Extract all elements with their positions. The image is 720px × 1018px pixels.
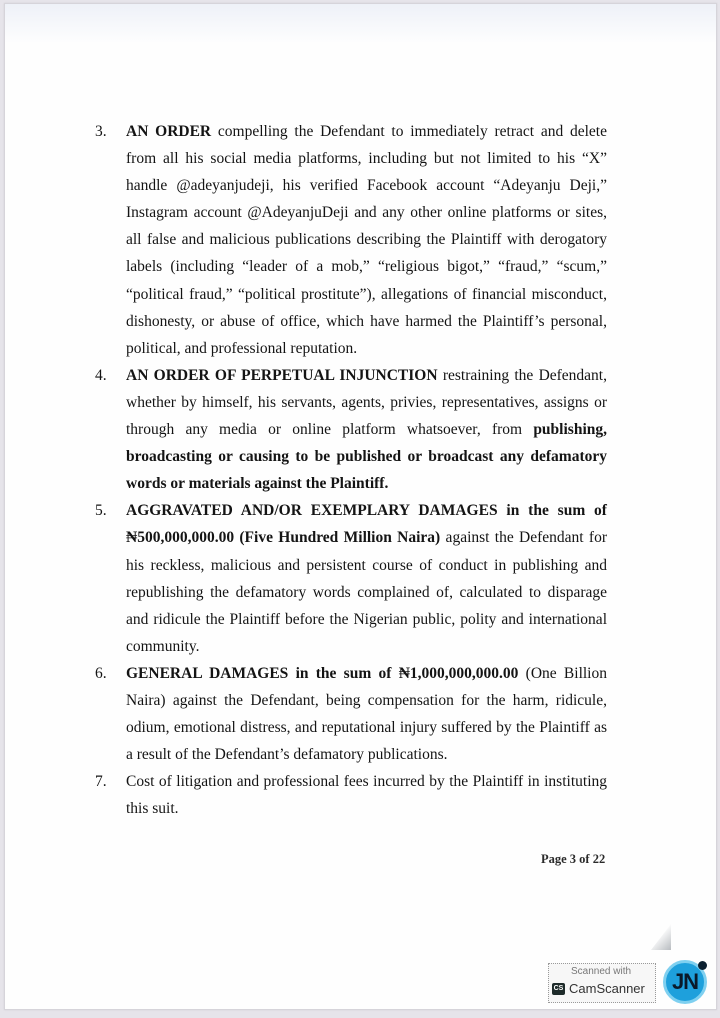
item-number: 5. (95, 502, 107, 520)
scanned-with-label: Scanned with (571, 966, 632, 977)
item-number: 7. (95, 773, 107, 791)
item-amount: ₦500,000,000.00 (Five Hundred Million Naira) (126, 529, 441, 547)
jn-badge-logo (663, 960, 707, 1004)
item-bold-lead: AN ORDER OF PERPETUAL INJUNCTION (126, 366, 438, 384)
item-text (126, 362, 607, 497)
item-number: 3. (95, 123, 107, 140)
list-item-3 (5, 118, 607, 362)
item-body-2: (One Billion Naira) against the Defendant, being compensation for the harm, ridicule, odium, emotional distress, and reputational injury suffered by the Plaintiff as a result of the Defendant’s defamatory publications. (126, 664, 607, 764)
item-body: in the sum of (288, 664, 399, 682)
globe-icon (698, 961, 707, 970)
item-bold-lead: AGGRAVATED AND/OR EXEMPLARY DAMAGES (126, 502, 498, 520)
jn-badge-text: JN (671, 969, 699, 994)
list-item-4 (5, 362, 607, 497)
camscanner-watermark (548, 963, 656, 1003)
page-number: Page 3 of 22 (541, 852, 606, 866)
item-text (126, 660, 607, 768)
camscanner-label: CamScanner (569, 981, 645, 996)
item-bold-lead: AN ORDER (126, 123, 212, 140)
list-item-6 (5, 660, 607, 768)
item-number: 4. (95, 366, 107, 384)
item-text (126, 118, 607, 362)
list-item-7 (5, 768, 607, 822)
item-number: 6. (95, 664, 107, 682)
prayers-list (5, 118, 716, 822)
list-item-5 (5, 497, 607, 660)
item-bold-tail: publishing, broadcasting or causing to be published or broadcast any defamatory words or materials against the Plaintiff. (126, 421, 607, 493)
item-text (126, 497, 607, 660)
document-page (4, 3, 717, 1010)
camscanner-logo-icon: CS (552, 983, 565, 995)
item-body: restraining the Defendant, whether by himself, his servants, agents, privies, representatives, assigns or through any media or online platform whatsoever, from (126, 366, 607, 439)
item-text: Cost of litigation and professional fees incurred by the Plaintiff in instituting this suit. (126, 773, 607, 818)
item-bold-lead: GENERAL DAMAGES (126, 664, 289, 682)
item-amount: ₦1,000,000,000.00 (398, 664, 519, 682)
item-body: compelling the Defendant to immediately retract and delete from all his social media platforms, including but not limited to his “X” handle @adeyanjudeji, his verified Facebook account “Adeyanju Deji,” Instagram account @AdeyanjuDeji and any other online platforms or sites, all false and malicious publications describing the Plaintiff with derogatory labels (including “leader of a mob,” “religious bigot,” “fraud,” “scum,” “political fraud,” “political prostitute”), allegations of financial misconduct, dishonesty, or abuse of office, which have harmed the Plaintiff’s personal, political, and professional reputation. (126, 123, 607, 357)
page-curl-mark (651, 924, 671, 950)
item-body-2: against the Defendant for his reckless, malicious and persistent course of conduct in publishing and republishing the defamatory words complained of, calculated to disparage and ridicule the Plaintiff before the Nigerian public, polity and international community. (126, 529, 608, 655)
item-body: in the sum of (497, 502, 607, 520)
